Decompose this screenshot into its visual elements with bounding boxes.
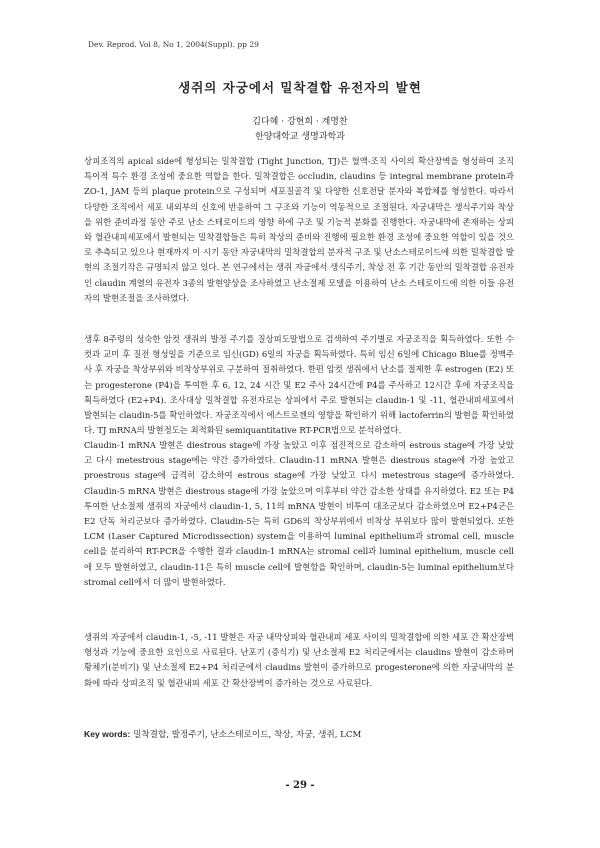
- abstract-paragraph-results: Claudin-1 mRNA 발현은 diestrous stage에 가장 높았고 이후 점진적으로 감소하여 estrous stage에 가장 낮았고 다시 metestrous stage에는 약간 증가하였다. Claudin-11 mRNA 발현은 diestrous stage에 가장 높았고 proestrous stage에 급격히 감소하여 estrous stage에 가장 낮았고 다시 metestrous stage에 증가하였다. Claudin-5 mRNA 발현은 diestrous stage에 가장 높았으며 이후부터 약간 감소한 상태를 유지하였다. E2 또는 P4 투여한 난소절제 생쥐의 자궁에서 claudin-1, 5, 11의 mRNA 발현이 비투여 대조군보다 감소하였으며 E2+P4군은 E2 단독 처리군보다 증가하였다. Claudin-5는 특히 GD6의 착상부위에서 비착상 부위보다 많이 발현되었다. 또한 LCM (Laser Captured Microdissection) system을 이용하여 luminal epithelium과 stromal cell, muscle cell을 분리하여 RT-PCR을 수행한 결과 claudin-1 mRNA는 stromal cell과 luminal epithelium, muscle cell에 모두 발현하였고, claudin-11은 특히 muscle cell에 발현함을 확인하며, claudin-5는 luminal epithelium보다 stromal cell에서 더 많이 발현하였다.: [84, 440, 514, 587]
- paper-title: 생쥐의 자궁에서 밀착결합 유전자의 발현: [178, 80, 422, 95]
- abstract-paragraph-conclusion: 생쥐의 자궁에서 claudin-1, -5, -11 발현은 자궁 내막상피와 혈관내피 세포 사이의 밀착결합에 의한 세포 간 확산장벽 형성과 기능에 중요한 요인으로 사료된다. 난포기 (증식기) 및 난소절제 E2 처리군에서는 claudins 발현이 감소하며 황체기(분비기) 및 난소절제 E2+P4 처리군에서 claudins 발현이 증가하므로 progesterone에 의한 자궁내막의 분화에 따라 상피조직 및 혈관내피 세포 간 확산장벽이 증가하는 것으로 사료된다.: [84, 632, 514, 688]
- keywords: [84, 728, 524, 740]
- journal-citation: Dev. Reprod. Vol 8, No 1, 2004(Suppl). pp 29: [88, 40, 259, 49]
- authors: 김다혜 · 강현희 · 계명찬: [252, 117, 348, 127]
- affiliation: 한양대학교 생명과학과: [255, 132, 345, 142]
- abstract-paragraph-methods: 생후 8주령의 성숙한 암컷 생쥐의 발정 주기를 질상피도말법으로 검색하여 주기별로 자궁조직을 획득하였다. 또한 수컷과 교미 후 질전 형성일을 기준으로 임신(GD) 6일의 자궁을 획득하였다. 특히 임신 6일에 Chicago Blue를 정맥주사 후 자궁을 착상부위와 비착상부위로 구분하여 절취하였다. 한편 암컷 생쥐에서 난소를 절제한 후 estrogen (E2) 또는 progesterone (P4)을 투여한 후 6, 12, 24 시간 및 E2 주사 24시간에 P4를 주사하고 12시간 후에 자궁조직을 획득하였다 (E2+P4). 조사대상 밀착결합 유전자로는 상피에서 주로 발현되는 claudin-1 및 -11, 혈관내피세포에서 발현되는 claudin-5를 확인하였다. 자궁조직에서 에스트로젠의 영향을 확인하기 위해 lactoferrin의 발현을 확인하였다. TJ mRNA의 발현정도는 최적화된 semiquantitative RT-PCR법으로 분석하였다.: [84, 334, 514, 436]
- keywords-label: Key words:: [84, 729, 131, 739]
- abstract-paragraph-introduction: 상피조직의 apical side에 형성되는 밀착결합 (Tight Junction, TJ)은 혈액-조직 사이의 확산장벽을 형성하여 조직 특이적 특수 환경 조성에 중요한 역할을 한다. 밀착결합은 occludin, claudins 등 integral membrane protein과 ZO-1, JAM 등의 plaque protein으로 구성되며 세포질골격 및 다양한 신호전달 분자와 복합체를 형성한다. 따라서 다양한 조직에서 세포 내외부의 신호에 반응하여 그 구조와 기능이 역동적으로 조절된다. 자궁내막은 생식주기와 착상을 위한 준비과정 동안 주로 난소 스테로이드의 영향 하에 구조 및 기능적 분화를 진행한다. 자궁내막에 존재하는 상피와 혈관내피세포에서 발현되는 밀착결합들은 특히 착상의 준비와 진행에 필요한 환경 조성에 중요한 역할이 있을 것으로 추측되고 있으나 현재까지 이 시기 동안 자궁내막의 밀착결합의 분자적 구조 및 난소스테로이드에 의한 밀착결합 발현의 조절기작은 규명되지 않고 있다. 본 연구에서는 생쥐 자궁에서 생식주기, 착상 전 후 기간 동안의 밀착결합 유전자인 claudin 계열의 유전자 3종의 발현양상을 조사하였고 난소절제 모델을 이용하여 난소 스테로이드에 의한 이들 유전자의 발현조절을 조사하였다.: [84, 156, 514, 303]
- page-number: - 29 -: [285, 780, 315, 791]
- keywords-text: 밀착결합, 발정주기, 난소스테로이드, 착상, 자궁, 생쥐, LCM: [133, 730, 362, 740]
